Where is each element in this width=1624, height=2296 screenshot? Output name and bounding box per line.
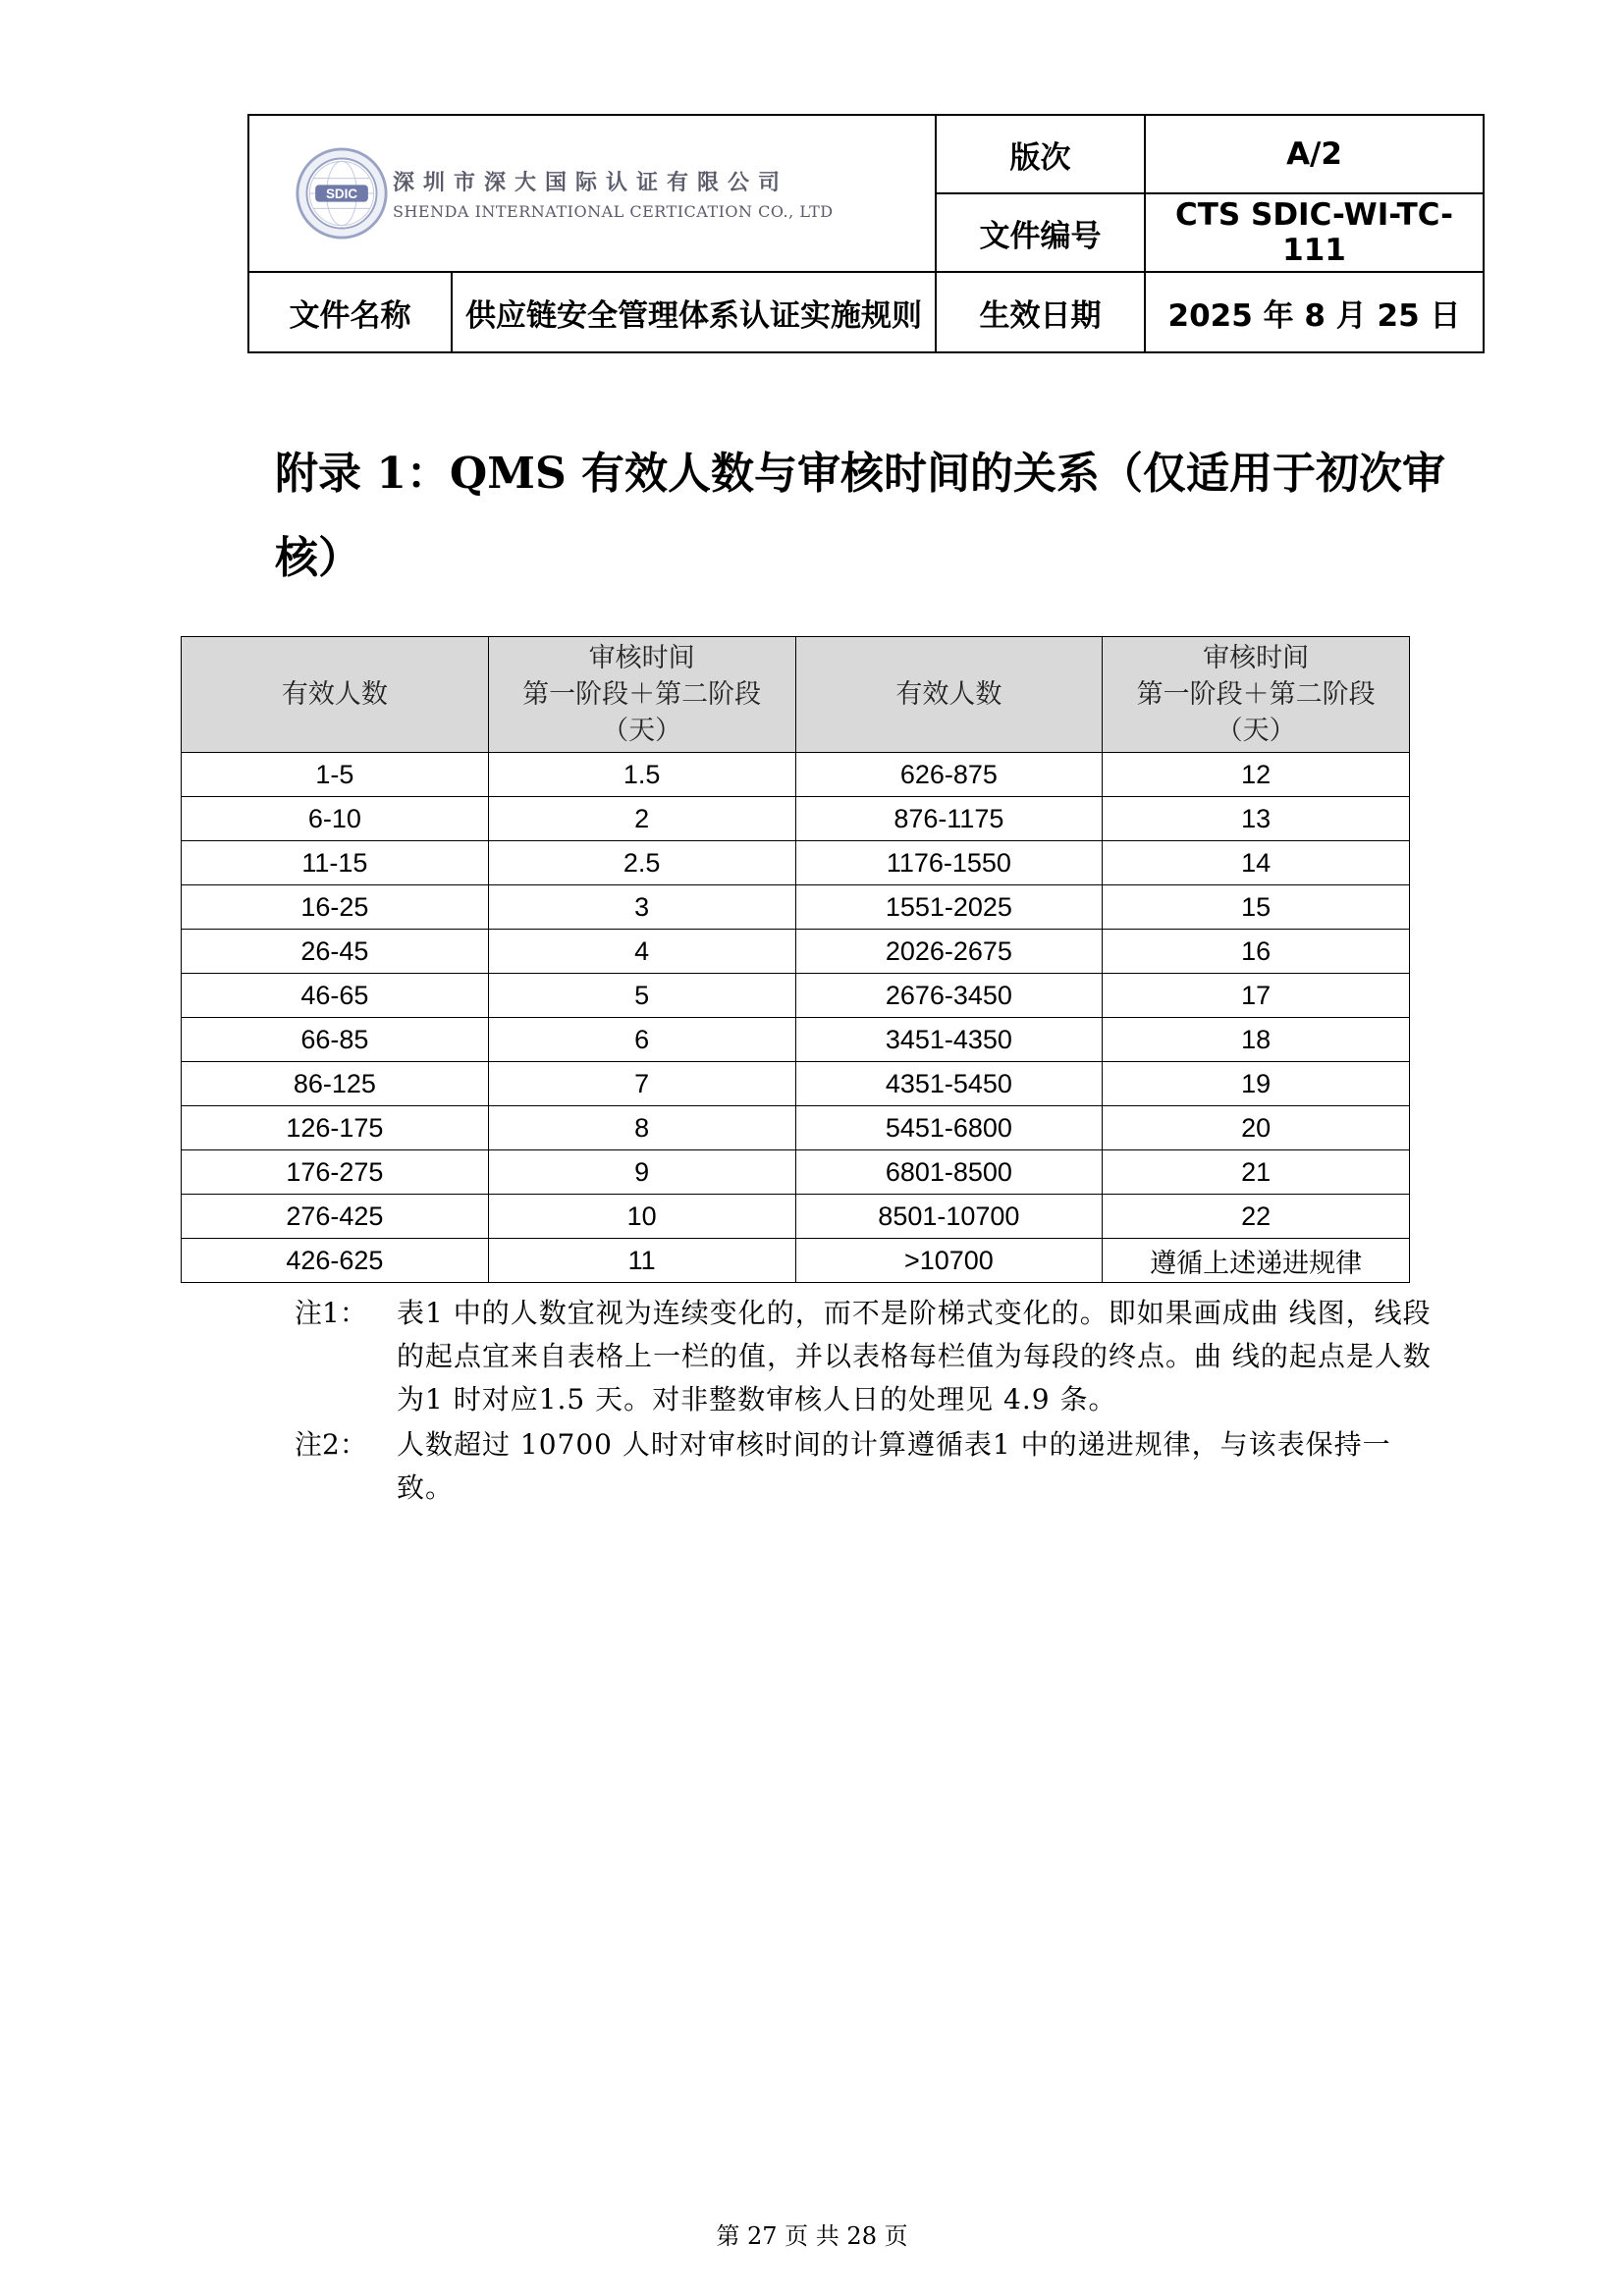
- header-effective-staff-2: 有效人数: [795, 637, 1103, 753]
- table-cell: 26-45: [182, 930, 489, 974]
- table-row: [182, 1195, 1410, 1239]
- table-cell: 4: [488, 930, 795, 974]
- table-row: [182, 1239, 1410, 1283]
- table-cell: 15: [1103, 885, 1410, 930]
- table-cell: 1.5: [488, 753, 795, 797]
- table-cell: 8: [488, 1106, 795, 1150]
- table-cell: 19: [1103, 1062, 1410, 1106]
- table-cell: 2.5: [488, 841, 795, 885]
- company-name-en: SHENDA INTERNATIONAL CERTICATION CO., LTD: [393, 202, 834, 221]
- table-cell: 16: [1103, 930, 1410, 974]
- table-cell: 176-275: [182, 1150, 489, 1195]
- table-cell: 46-65: [182, 974, 489, 1018]
- table-cell: 6-10: [182, 797, 489, 841]
- header-audit-time: 审核时间 第一阶段＋第二阶段 （天）: [488, 637, 795, 753]
- table-header-row: [182, 637, 1410, 753]
- table-cell: 1176-1550: [795, 841, 1103, 885]
- company-name-cn: 深圳市深大国际认证有限公司: [393, 171, 789, 195]
- version-label: 版次: [936, 115, 1145, 193]
- table-cell: 426-625: [182, 1239, 489, 1283]
- table-cell: 66-85: [182, 1018, 489, 1062]
- table-cell: 12: [1103, 753, 1410, 797]
- note-label: 注2：: [295, 1428, 367, 1461]
- effective-date-label: 生效日期: [936, 272, 1145, 352]
- table-cell: 1-5: [182, 753, 489, 797]
- table-cell: 18: [1103, 1018, 1410, 1062]
- table-cell: 2026-2675: [795, 930, 1103, 974]
- effective-date-value: 2025 年 8 月 25 日: [1145, 272, 1484, 352]
- company-seal-icon: [295, 146, 389, 240]
- audit-time-table: [181, 636, 1410, 1283]
- table-cell: 16-25: [182, 885, 489, 930]
- table-cell: 7: [488, 1062, 795, 1106]
- doc-no-value: CTS SDIC-WI-TC-111: [1145, 193, 1484, 272]
- table-cell: 11: [488, 1239, 795, 1283]
- note-2: [295, 1423, 1443, 1510]
- table-row: [182, 841, 1410, 885]
- table-row: [182, 753, 1410, 797]
- table-cell: 22: [1103, 1195, 1410, 1239]
- table-row: [182, 930, 1410, 974]
- table-cell: 276-425: [182, 1195, 489, 1239]
- svg-text:SDIC: SDIC: [325, 186, 358, 201]
- table-cell: 3451-4350: [795, 1018, 1103, 1062]
- doc-no-label: 文件编号: [936, 193, 1145, 272]
- table-cell: 126-175: [182, 1106, 489, 1150]
- table-cell: 4351-5450: [795, 1062, 1103, 1106]
- table-cell: 17: [1103, 974, 1410, 1018]
- table-row: [182, 974, 1410, 1018]
- table-cell: 8501-10700: [795, 1195, 1103, 1239]
- note-text: 人数超过 10700 人时对审核时间的计算遵循表1 中的递进规律，与该表保持一致。: [397, 1428, 1391, 1504]
- note-text: 表1 中的人数宜视为连续变化的，而不是阶梯式变化的。即如果画成曲 线图，线段的起点宜来自表格上一栏的值，并以表格每栏值为每段的终点。曲 线的起点是人数为1 时对应1.5 天。对非整数审核人日的处理见 4.9 条。: [397, 1297, 1432, 1415]
- table-cell: 9: [488, 1150, 795, 1195]
- table-cell: 5451-6800: [795, 1106, 1103, 1150]
- table-cell: 20: [1103, 1106, 1410, 1150]
- note-1: [295, 1292, 1443, 1421]
- table-cell: 2: [488, 797, 795, 841]
- section-title: 附录 1：QMS 有效人数与审核时间的关系（仅适用于初次审核）: [275, 449, 1446, 583]
- table-cell: 遵循上述递进规律: [1103, 1239, 1410, 1283]
- table-cell: 11-15: [182, 841, 489, 885]
- version-value: A/2: [1145, 115, 1484, 193]
- table-cell: 13: [1103, 797, 1410, 841]
- table-cell: 626-875: [795, 753, 1103, 797]
- table-cell: 6: [488, 1018, 795, 1062]
- table-row: [182, 1062, 1410, 1106]
- page-footer: 第 27 页 共 28 页: [716, 2222, 908, 2250]
- table-cell: >10700: [795, 1239, 1103, 1283]
- header-effective-staff: 有效人数: [182, 637, 489, 753]
- table-row: [182, 797, 1410, 841]
- header-audit-time-2: 审核时间 第一阶段＋第二阶段 （天）: [1103, 637, 1410, 753]
- company-logo-cell: [248, 115, 936, 272]
- table-cell: 2676-3450: [795, 974, 1103, 1018]
- note-label: 注1：: [295, 1297, 367, 1329]
- doc-name-value: 供应链安全管理体系认证实施规则: [452, 272, 936, 352]
- notes: [295, 1292, 1443, 1512]
- table-cell: 86-125: [182, 1062, 489, 1106]
- table-row: [182, 1018, 1410, 1062]
- table-cell: 1551-2025: [795, 885, 1103, 930]
- table-cell: 14: [1103, 841, 1410, 885]
- table-cell: 6801-8500: [795, 1150, 1103, 1195]
- document-header: [247, 114, 1485, 353]
- table-row: [182, 1106, 1410, 1150]
- doc-name-label: 文件名称: [248, 272, 452, 352]
- table-cell: 876-1175: [795, 797, 1103, 841]
- table-cell: 5: [488, 974, 795, 1018]
- table-cell: 10: [488, 1195, 795, 1239]
- table-row: [182, 1150, 1410, 1195]
- table-cell: 3: [488, 885, 795, 930]
- table-row: [182, 885, 1410, 930]
- table-cell: 21: [1103, 1150, 1410, 1195]
